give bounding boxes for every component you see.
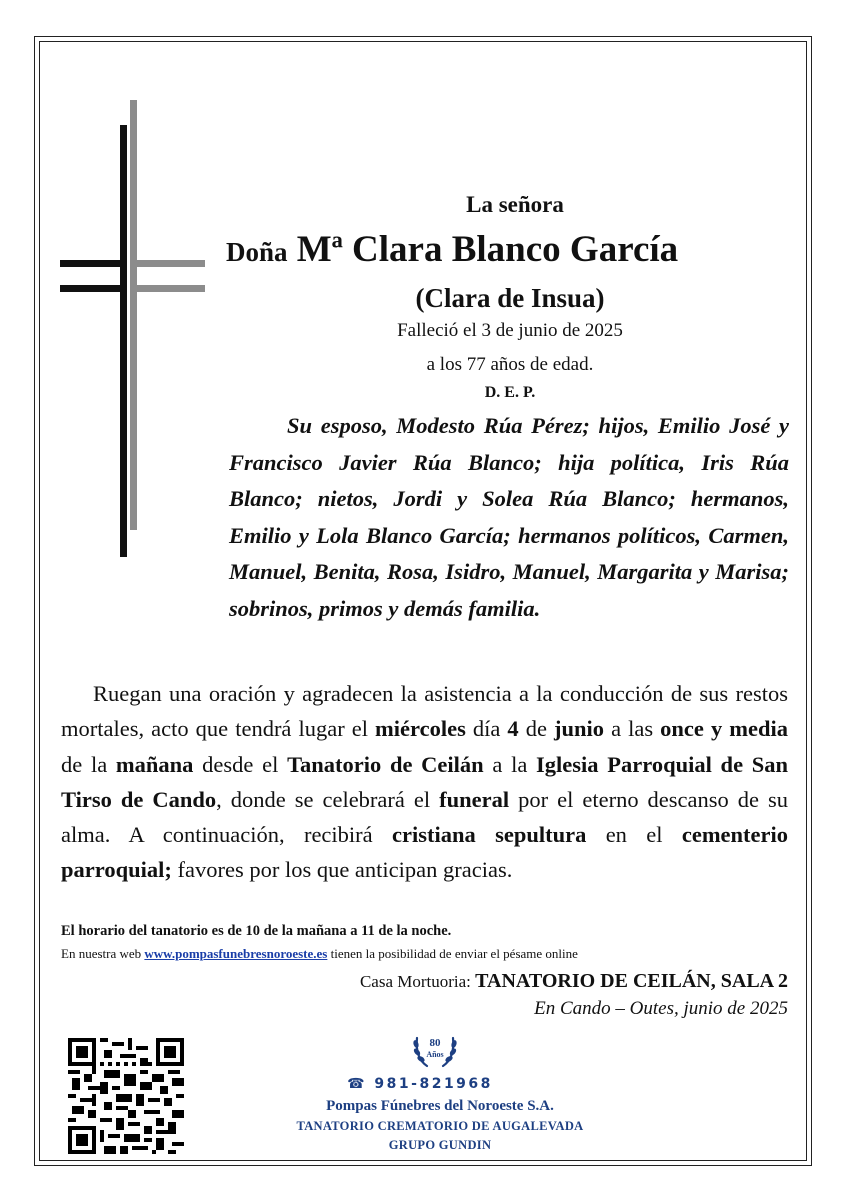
web-info: En nuestra web www.pompasfunebresnoroeste.es tienen la posibilidad de enviar el pésame online <box>61 946 578 961</box>
phone-line <box>300 1076 540 1092</box>
funeral-house <box>200 970 788 993</box>
company-name: Pompas Fúnebres del Noroeste S.A. <box>326 1098 554 1114</box>
qr-code[interactable] <box>68 1038 184 1154</box>
alias: (Clara de Insua) <box>415 283 605 313</box>
phone-icon: ☎ <box>347 1076 368 1092</box>
ceremony-message: Ruegan una oración y agradecen la asistencia a la conducción de sus restos mortales, acto que tendrá lugar el miércoles día 4 de junio a las once y media de la mañana desde el Tanatorio de Ceilán a la Iglesia Parroquial de San Tirso de Cando, donde se celebrará el funeral por el eterno descanso de su alma. A continuación, recibirá cristiana sepultura en el cementerio parroquial; favores por los que anticipan gracias. <box>61 681 789 883</box>
anniversary-badge-icon <box>410 1024 460 1072</box>
rip-text: D. E. P. <box>484 384 536 401</box>
full-name: Mª Clara Blanco García <box>296 229 679 270</box>
place-date: En Cando – Outes, junio de 2025 <box>534 998 788 1019</box>
crematorio-name: TANATORIO CREMATORIO DE AUGALEVADA <box>296 1119 584 1133</box>
house-value: TANATORIO DE CEILÁN, SALA 2 <box>475 970 788 992</box>
house-label: Casa Mortuoria: <box>359 972 471 991</box>
badge-word: Años <box>426 1050 444 1059</box>
deceased-name <box>226 228 806 271</box>
phone-number[interactable]: 981-821968 <box>374 1076 493 1092</box>
tanatorio-hours: El horario del tanatorio es de 10 de la mañana a 11 de la noche. <box>61 923 452 939</box>
badge-number: 80 <box>429 1037 441 1049</box>
intro-text: La señora <box>466 192 564 217</box>
death-date: Falleció el 3 de junio de 2025 <box>397 320 623 341</box>
age: a los 77 años de edad. <box>426 354 594 375</box>
family-list: Su esposo, Modesto Rúa Pérez; hijos, Emilio José y Francisco Javier Rúa Blanco; hija política, Iris Rúa Blanco; nietos, Jordi y Solea Rúa Blanco; hermanos, Emilio y Lola Blanco García; hermanos políticos, Carmen, Manuel, Benita, Rosa, Isidro, Manuel, Margarita y Marisa; sobrinos, primos y demás familia. <box>229 413 789 621</box>
group-name: GRUPO GUNDIN <box>388 1138 492 1152</box>
title-prefix: Doña <box>226 237 288 267</box>
cross-icon <box>60 100 205 560</box>
website-link[interactable]: www.pompasfunebresnoroeste.es <box>144 946 328 961</box>
